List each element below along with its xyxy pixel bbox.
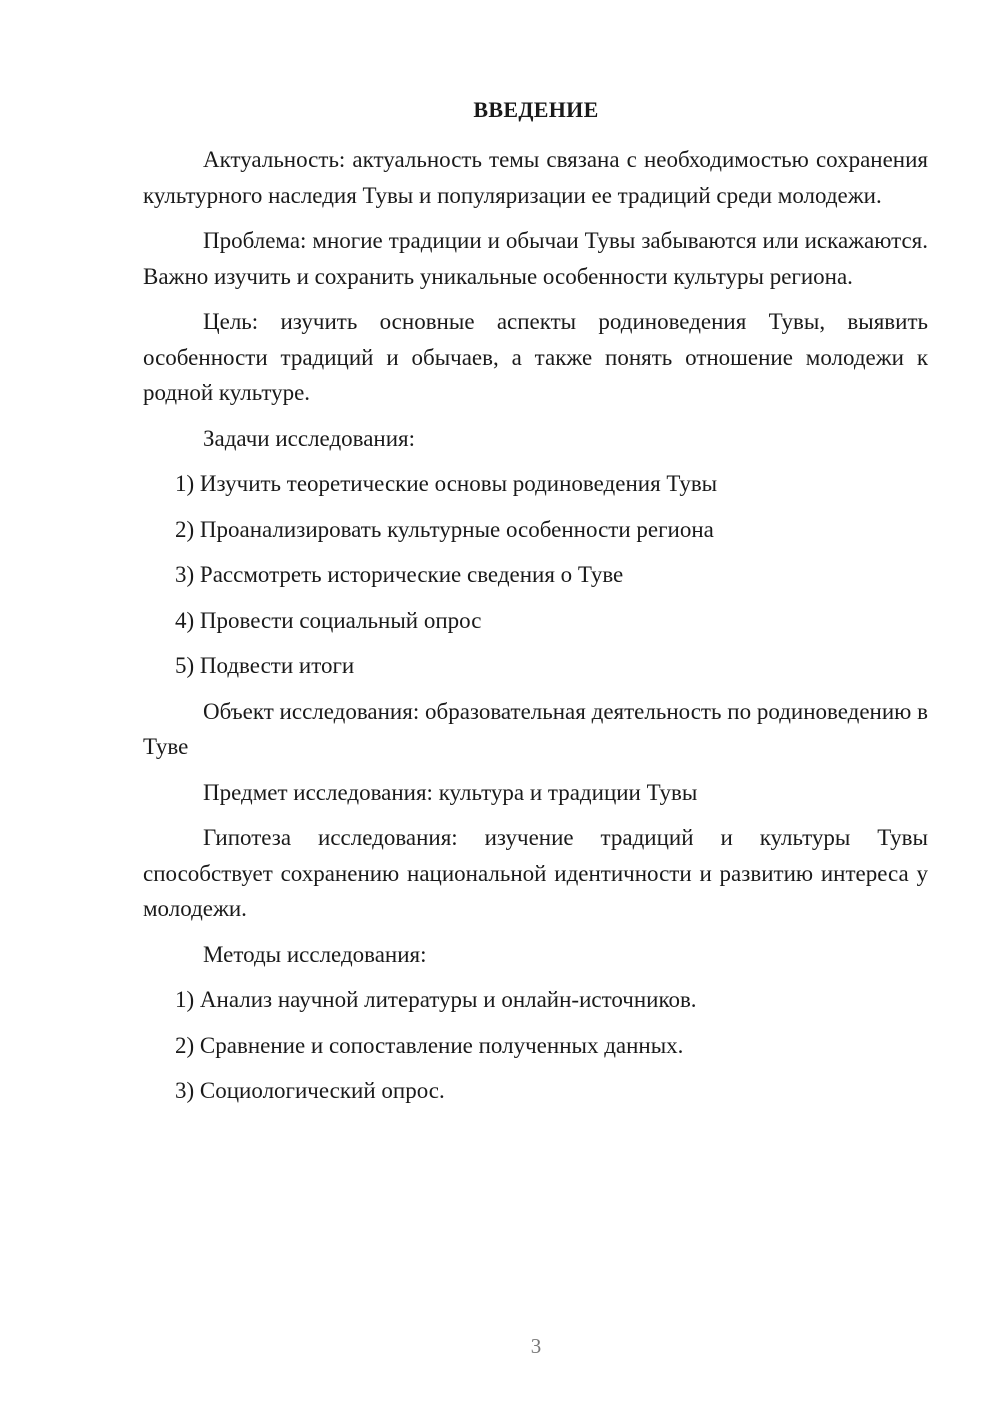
method-item-3: 3) Социологический опрос. — [175, 1078, 445, 1103]
subject-paragraph: Предмет исследования: культура и традиции Тувы — [203, 779, 698, 805]
document-body — [143, 142, 928, 1119]
task-item-2: 2) Проанализировать культурные особенности региона — [175, 516, 714, 542]
tasks-heading: Задачи исследования: — [203, 425, 416, 451]
method-item-1: 1) Анализ научной литературы и онлайн-источников. — [175, 987, 697, 1012]
problem-paragraph: Проблема: многие традиции и обычаи Тувы забываются или искажаются. Важно изучить и сохранить уникальные особенности культуры региона. — [143, 228, 928, 289]
methods-heading: Методы исследования: — [203, 941, 427, 967]
hypothesis-paragraph: Гипотеза исследования: изучение традиций и культуры Тувы способствует сохранению национальной идентичности и развитию интереса у молодежи. — [143, 825, 928, 921]
method-item-2: 2) Сравнение и сопоставление полученных данных. — [175, 1032, 684, 1058]
task-item-5: 5) Подвести итоги — [175, 653, 355, 678]
task-item-4: 4) Провести социальный опрос — [175, 607, 482, 633]
page-title: ВВЕДЕНИЕ — [473, 97, 599, 122]
goal-paragraph: Цель: изучить основные аспекты родиноведения Тувы, выявить особенности традиций и обычаев, а также понять отношение молодежи к родной культуре. — [143, 309, 928, 405]
relevance-paragraph: Актуальность: актуальность темы связана с необходимостью сохранения культурного наследия Тувы и популяризации ее традиций среди молодежи. — [143, 147, 928, 208]
page-number: 3 — [530, 1334, 542, 1358]
task-item-1: 1) Изучить теоретические основы родиноведения Тувы — [175, 471, 718, 496]
object-paragraph: Объект исследования: образовательная деятельность по родиноведению в Туве — [143, 698, 928, 759]
task-item-3: 3) Рассмотреть исторические сведения о Туве — [175, 562, 624, 587]
